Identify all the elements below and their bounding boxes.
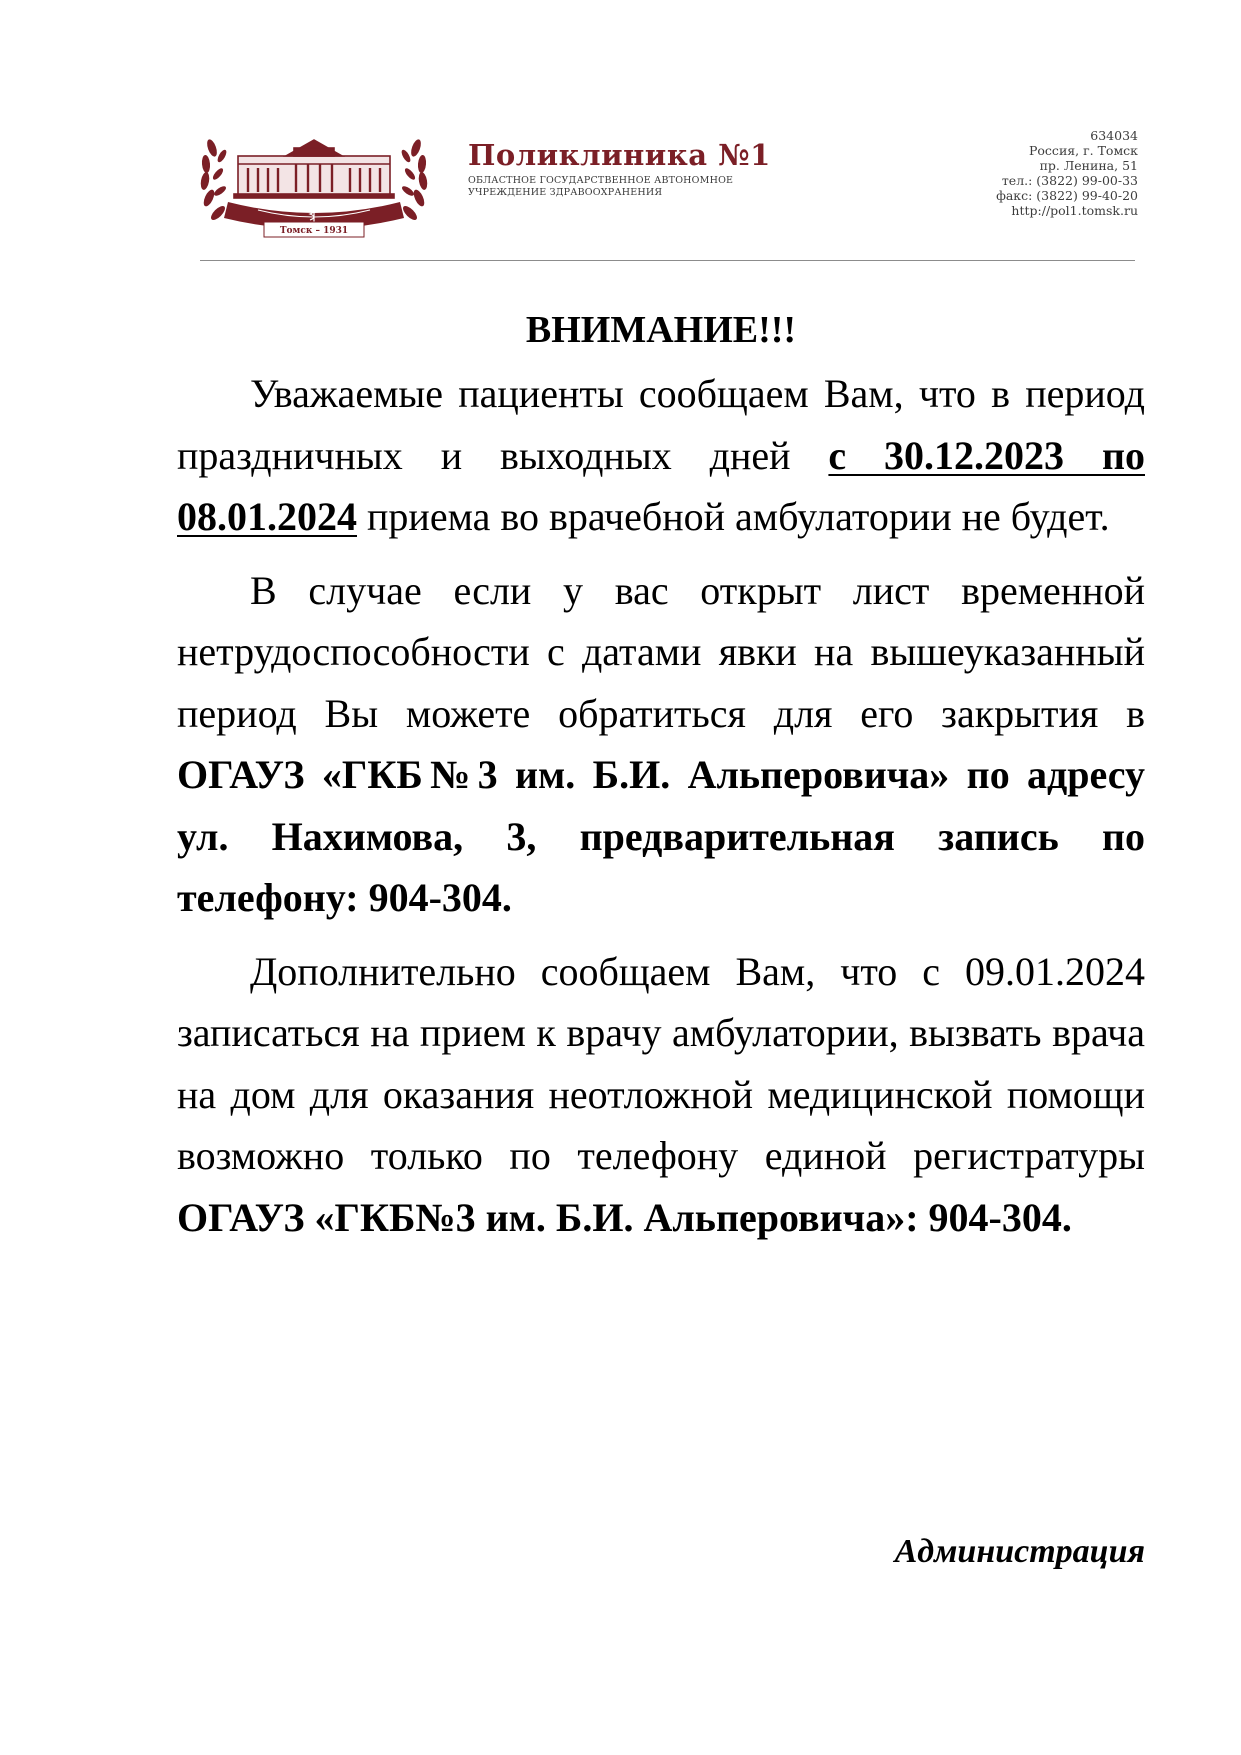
contact-info [996, 128, 1138, 218]
contact-postcode: 634034 [1090, 128, 1138, 143]
org-block [468, 138, 888, 199]
notice-paragraph-3 [177, 941, 1145, 1249]
p1-text-start: Уважаемые пациенты сообщаем Вам, что в период праздничных и выходных дней [177, 371, 1145, 478]
contact-website[interactable]: http://pol1.tomsk.ru [1011, 203, 1138, 218]
p2-text-start: В случае если у вас открыт лист временной нетрудоспособности с датами явки на вышеуказанный период Вы можете обратиться для его закрытия в [177, 567, 1145, 736]
contact-street: пр. Ленина, 51 [1039, 158, 1138, 173]
p1-text-end: приема во врачебной амбулатории не будет. [357, 494, 1110, 539]
header-divider [200, 260, 1135, 261]
p2-hospital-info: ОГАУЗ «ГКБ№3 им. Б.И. Альперовича» по адресу ул. Нахимова, 3, предварительная запись по телефону: 904-304. [177, 752, 1145, 920]
p3-registry-info: ОГАУЗ «ГКБ№3 им. Б.И. Альперовича»: 904-304. [177, 1194, 1072, 1240]
p3-text-start: Дополнительно сообщаем Вам, что с 09.01.2024 записаться на прием к врачу амбулатории, вызвать врача на дом для оказания неотложной медицинской помощи возможно только по телефону единой регистратуры [177, 948, 1145, 1178]
laurel-right-icon [400, 138, 429, 222]
contact-phone: тел.: (3822) 99-00-33 [1001, 173, 1138, 188]
holiday-date-range: с 30.12.2023 по 08.01.2024 [177, 432, 1145, 539]
contact-fax: факс: (3822) 99-40-20 [996, 188, 1138, 203]
clinic-logo [198, 128, 430, 238]
signature: Администрация [894, 1533, 1145, 1570]
org-subtitle-line1: ОБЛАСТНОЕ ГОСУДАРСТВЕННОЕ АВТОНОМНОЕ [468, 175, 734, 186]
logo-caption: Томск – 1931 [279, 226, 349, 236]
org-name: Поликлиника №1 [468, 138, 771, 172]
letterhead [198, 128, 1138, 246]
notice-body [177, 298, 1145, 1248]
laurel-left-icon [199, 138, 228, 222]
notice-paragraph-1 [177, 363, 1145, 548]
org-subtitle-line2: УЧРЕЖДЕНИЕ ЗДРАВООХРАНЕНИЯ [468, 187, 663, 198]
contact-city: Россия, г. Томск [1029, 143, 1138, 158]
building-icon [234, 140, 394, 198]
notice-paragraph-2 [177, 560, 1145, 929]
notice-heading: ВНИМАНИЕ!!! [525, 309, 797, 351]
